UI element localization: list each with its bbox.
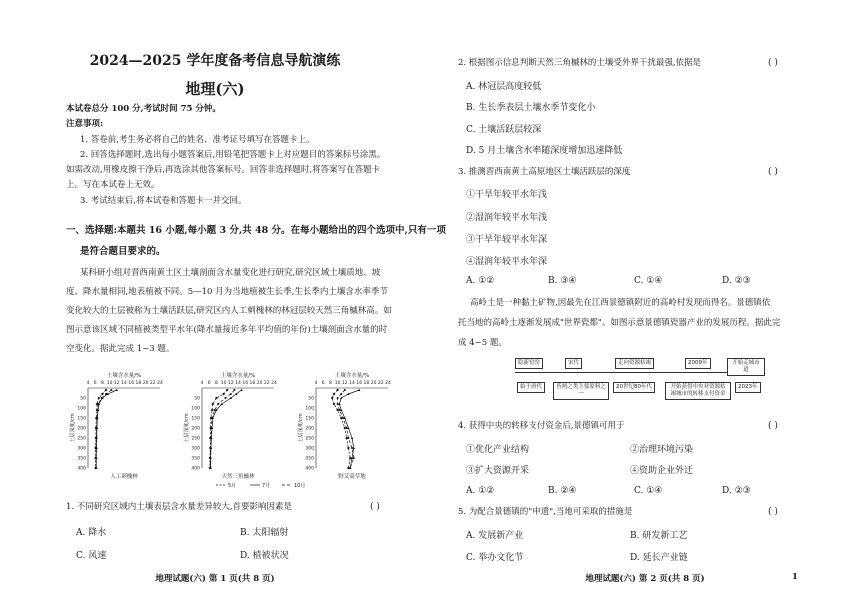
- chart-ytick-2-2: 150: [305, 416, 314, 422]
- q3-statement-2: ②湿润年较平水年浅: [466, 213, 548, 223]
- question-5: 5. 为配合景德镇的"申遗",当地可采取的措施是: [458, 507, 633, 517]
- chart-2-s2-point-7: [347, 437, 349, 439]
- chart-title-2: 野艾蒿草地: [338, 474, 366, 480]
- chart-xtick-1-10: 24: [271, 381, 277, 386]
- chart-ytick-0-0: 50: [80, 396, 86, 402]
- chart-2-s1-point-7: [351, 437, 353, 439]
- chart-0-s2-point-6: [96, 427, 98, 429]
- chart-1-s2-point-6: [210, 427, 212, 429]
- chart-xtick-1-0: 4: [200, 381, 204, 386]
- passage1-line1: 某科研小组对晋西南黄土区土壤剖面含水量变化进行研究,研究区域土壤质地、坡: [80, 268, 381, 278]
- q3-option-c[interactable]: C. ①④: [634, 276, 663, 286]
- chart-1-s0-point-4: [211, 409, 214, 412]
- chart-2-s2-point-2: [337, 397, 339, 399]
- chart-xtick-2-1: 6: [321, 381, 325, 386]
- chart-title-1: 天然三角槭林: [221, 474, 255, 480]
- q4-statement-1: ①优化产业结构: [466, 445, 530, 455]
- chart-0-series-2-line: [96, 390, 111, 468]
- chart-xtick-2-5: 14: [349, 381, 355, 386]
- chart-2-s0-point-2: [331, 397, 334, 400]
- question-1: 1. 不同研究区域内土壤表层含水量差异较大,首要影响因素是: [66, 502, 293, 512]
- question-4-answer-slot[interactable]: ( ): [768, 421, 778, 431]
- chart-1-s2-point-3: [217, 403, 219, 405]
- chart-xtick-1-2: 8: [214, 381, 218, 386]
- chart-xtick-0-10: 24: [157, 381, 163, 386]
- q1-option-c[interactable]: C. 风速: [76, 551, 107, 561]
- passage2-line3: 成 4~5 题。: [458, 338, 507, 348]
- section-one-line2: 是符合题目要求的。: [80, 246, 166, 257]
- chart-xtick-2-0: 4: [314, 381, 318, 386]
- chart-xtick-1-6: 16: [242, 381, 249, 386]
- question-3: 3. 推测晋西南黄土高原地区土壤活跃层的深度: [458, 167, 631, 177]
- q2-option-a[interactable]: A. 林冠层高度较低: [466, 82, 542, 92]
- chart-2-s0-point-8: [347, 447, 350, 450]
- question-5-answer-slot[interactable]: ( ): [768, 507, 778, 517]
- chart-2-s2-point-10: [349, 467, 351, 469]
- chart-xlabel-0: 土壤含水量/%: [106, 373, 142, 379]
- q4-statement-2: ②治理环境污染: [630, 445, 694, 455]
- timeline-bottom-4: 开始获得中央对资源枯竭城市的转移支付资金: [665, 382, 731, 400]
- chart-xtick-1-8: 20: [256, 381, 263, 386]
- page-number: 1: [792, 572, 798, 582]
- passage2-line2: 托当地的高岭土逐渐发展成"世界瓷都"。如图示意景德镇瓷器产业的发展历程。据此完: [458, 318, 781, 328]
- chart-2-s2-point-5: [342, 417, 344, 419]
- chart-xtick-1-5: 14: [235, 381, 241, 386]
- chart-xtick-1-3: 10: [220, 381, 227, 386]
- chart-xtick-2-6: 16: [356, 381, 363, 386]
- passage1-line3: 变化较大的土层被称为土壤活跃层,研究区内人工刺槐林的林冠层较天然三角槭林高。如: [66, 306, 392, 316]
- chart-xtick-0-9: 22: [149, 381, 156, 386]
- chart-1-s2-point-8: [210, 447, 212, 449]
- chart-ytick-2-6: 350: [305, 456, 314, 462]
- chart-xtick-0-1: 6: [93, 381, 97, 386]
- q4-option-a[interactable]: A. ①②: [466, 486, 495, 496]
- chart-ylabel-1: 土层深度/cm: [184, 413, 190, 443]
- score-info: 本试卷总分 100 分,考试时间 75 分钟。: [66, 104, 221, 114]
- chart-1-s2-point-1: [230, 393, 232, 395]
- exam-subject: 地理(六): [185, 80, 245, 98]
- chart-xtick-2-9: 22: [377, 381, 384, 386]
- soil-moisture-charts: [66, 372, 406, 490]
- chart-xlabel-1: 土壤含水量/%: [220, 373, 256, 379]
- q4-statement-3: ③扩大资源开采: [466, 466, 530, 476]
- chart-ylabel-2: 土层深度/cm: [298, 413, 304, 443]
- chart-title-0: 人工刺槐林: [110, 474, 138, 480]
- chart-ytick-1-7: 400: [191, 466, 200, 472]
- chart-1-s2-point-0: [233, 389, 235, 391]
- chart-xtick-1-4: 12: [227, 381, 234, 386]
- notice-2a: 2. 回答选择题时,选出每小题答案后,用铅笔把答题卡上对应题目的答案标号涂黑。: [80, 150, 386, 160]
- chart-xtick-2-8: 20: [370, 381, 377, 386]
- q5-option-c[interactable]: C. 举办文化节: [466, 553, 524, 563]
- chart-ytick-1-2: 150: [191, 416, 200, 422]
- chart-xtick-2-2: 8: [328, 381, 332, 386]
- chart-0-s2-point-10: [95, 467, 97, 469]
- left-footer: 地理试题(六) 第 1 页(共 8 页): [155, 574, 275, 584]
- right-page: [430, 0, 860, 608]
- timeline-top-3: 走向资源枯竭: [615, 358, 654, 369]
- chart-xtick-1-1: 6: [207, 381, 211, 386]
- chart-ytick-1-4: 250: [191, 436, 200, 442]
- chart-ytick-2-4: 250: [305, 436, 314, 442]
- chart-xtick-0-7: 18: [135, 381, 142, 386]
- chart-xtick-0-6: 16: [128, 381, 135, 386]
- q5-option-a[interactable]: A. 发展新产业: [466, 531, 524, 541]
- chart-xtick-0-3: 10: [106, 381, 113, 386]
- question-2: 2. 根据图示信息判断天然三角槭林的土壤受外界干扰最强,依据是: [458, 58, 702, 68]
- q4-option-d[interactable]: D. ②③: [722, 486, 751, 496]
- q1-option-a[interactable]: A. 降水: [76, 528, 107, 538]
- q4-option-b[interactable]: B. ②④: [548, 486, 577, 496]
- q4-statement-4: ④资助企业外迁: [630, 466, 694, 476]
- timeline-bottom-2: 皆两之类主要原料之一: [553, 382, 609, 400]
- timeline-bottom-1: 始于唐代: [517, 382, 545, 393]
- chart-2-s2-point-9: [353, 457, 355, 459]
- chart-ytick-0-7: 400: [77, 466, 86, 472]
- passage1-line5: 空变化。据此完成 1~3 题。: [66, 344, 175, 354]
- q5-option-d[interactable]: D. 延长产业链: [630, 553, 688, 563]
- q4-option-c[interactable]: C. ①④: [634, 486, 663, 496]
- chart-0-s2-point-2: [101, 397, 103, 399]
- chart-2-s2-point-6: [346, 427, 348, 429]
- chart-ytick-2-3: 200: [305, 426, 314, 432]
- passage2-line1: 高岭土是一种黏土矿物,因最先在江西景德镇附近的高岭村发现而得名。景德镇依: [470, 298, 771, 308]
- chart-1-s2-point-9: [209, 457, 211, 459]
- notice-3: 3. 考试结束后,将本试卷和答题卡一并交回。: [80, 196, 247, 206]
- chart-ytick-0-3: 200: [77, 426, 86, 432]
- chart-1-s2-point-10: [209, 467, 211, 469]
- chart-ytick-1-0: 50: [194, 396, 200, 402]
- q3-statement-3: ③干旱年较平水年深: [466, 235, 548, 245]
- chart-xtick-2-3: 10: [334, 381, 341, 386]
- exam-title: 2024—2025 学年度备考信息导航演练: [89, 53, 341, 69]
- timeline-top-2: 宋代: [565, 358, 582, 369]
- chart-xtick-0-0: 4: [86, 381, 90, 386]
- chart-ytick-1-5: 300: [191, 446, 200, 452]
- question-3-answer-slot[interactable]: ( ): [768, 167, 778, 177]
- chart-ytick-0-6: 350: [77, 456, 86, 462]
- chart-xtick-0-2: 8: [100, 381, 104, 386]
- chart-1-s2-point-4: [214, 409, 216, 411]
- chart-ytick-1-3: 200: [191, 426, 200, 432]
- chart-1-s1-point-0: [240, 389, 242, 391]
- chart-1-s2-point-2: [224, 397, 226, 399]
- chart-0-s2-point-3: [97, 403, 99, 405]
- chart-xtick-2-10: 24: [385, 381, 391, 386]
- chart-2-s2-point-0: [344, 389, 346, 391]
- legend-label-2: 10月: [294, 483, 306, 489]
- chart-xtick-0-4: 12: [113, 381, 120, 386]
- chart-2-s0-point-3: [333, 403, 336, 406]
- chart-xtick-1-9: 22: [263, 381, 270, 386]
- chart-ytick-2-1: 100: [305, 406, 314, 412]
- chart-xlabel-2: 土壤含水量/%: [334, 373, 370, 379]
- notice-title: 注意事项:: [66, 119, 104, 129]
- q1-option-d[interactable]: D. 植被状况: [240, 551, 289, 561]
- legend-label-1: 7月: [262, 483, 271, 489]
- passage1-line2: 度、降水量相同,地表植被不同。5—10 月为当地植被生长季,生长季内土壤含水率季节: [66, 287, 388, 297]
- chart-ytick-0-4: 250: [77, 436, 86, 442]
- timeline-top-5: 开始走城市道: [727, 358, 765, 376]
- q2-option-d[interactable]: D. 5 月土壤含水率随深度增加迅速降低: [466, 146, 623, 156]
- chart-1-s2-point-7: [210, 437, 212, 439]
- question-2-answer-slot[interactable]: ( ): [768, 58, 778, 68]
- chart-2-s2-point-3: [337, 403, 339, 405]
- chart-ytick-2-7: 400: [305, 466, 314, 472]
- chart-ytick-0-2: 150: [77, 416, 86, 422]
- chart-2-s1-point-0: [358, 389, 360, 391]
- chart-0-s2-point-7: [95, 437, 97, 439]
- notice-2c: 上。写在本试卷上无效。: [66, 180, 160, 190]
- chart-ylabel-0: 土层深度/cm: [70, 413, 76, 443]
- chart-0-s2-point-8: [95, 447, 97, 449]
- timeline-top-4: 2009年: [685, 358, 711, 369]
- chart-xtick-0-5: 14: [121, 381, 127, 386]
- soil-moisture-svg: [66, 372, 406, 490]
- notice-1: 1. 答卷前,考生务必将自己的姓名、准考证号填写在答题卡上。: [80, 135, 315, 145]
- jingdezhen-timeline: [515, 358, 765, 414]
- chart-0-s0-point-2: [97, 397, 100, 400]
- q1-option-b[interactable]: B. 太阳辐射: [240, 528, 289, 538]
- legend-label-0: 5月: [228, 483, 237, 489]
- chart-ytick-2-0: 50: [308, 396, 314, 402]
- q3-statement-1: ①干旱年较平水年浅: [466, 190, 548, 200]
- q3-statement-4: ④湿润年较平水年深: [466, 257, 548, 267]
- chart-0-s2-point-4: [97, 409, 99, 411]
- chart-1-s2-point-5: [211, 417, 213, 419]
- q5-option-b[interactable]: B. 研发新工艺: [630, 531, 688, 541]
- chart-0-s1-point-0: [116, 389, 118, 391]
- chart-ytick-0-5: 300: [77, 446, 86, 452]
- q3-option-d[interactable]: D. ②③: [722, 276, 751, 286]
- question-4: 4. 获得中央的转移支付资金后,景德镇可用于: [458, 421, 625, 431]
- timeline-bottom-5: 2023年: [735, 382, 761, 393]
- chart-xtick-2-4: 12: [341, 381, 348, 386]
- notice-2b: 如需改动,用橡皮擦干净后,再选涂其他答案标号。回答非选择题时,将答案写在答题卡: [66, 165, 381, 175]
- chart-xtick-2-7: 18: [363, 381, 370, 386]
- chart-0-s2-point-1: [105, 393, 107, 395]
- q2-option-b[interactable]: B. 生长季表层土壤水季节变化小: [466, 103, 596, 113]
- chart-2-s2-point-4: [338, 409, 340, 411]
- chart-ytick-2-5: 300: [305, 446, 314, 452]
- section-one-line1: 一、选择题:本题共 16 小题,每小题 3 分,共 48 分。在每小题给出的四个选项中,只有一项: [66, 225, 446, 236]
- timeline-top-1: 隐新窑窑: [515, 358, 543, 369]
- chart-xtick-0-8: 20: [142, 381, 149, 386]
- chart-xtick-1-7: 18: [249, 381, 256, 386]
- chart-2-s2-point-1: [340, 393, 342, 395]
- chart-0-s2-point-9: [95, 457, 97, 459]
- chart-2-s2-point-8: [351, 447, 353, 449]
- q3-option-a[interactable]: A. ①②: [466, 276, 495, 286]
- chart-0-s2-point-5: [96, 417, 98, 419]
- passage1-line4: 图示意该区域不同植被类型平水年(降水量接近多年平均值的年份)土壤剖面含水量的时: [66, 325, 388, 335]
- chart-1-series-1-line: [211, 390, 242, 468]
- q3-option-b[interactable]: B. ③④: [548, 276, 577, 286]
- q2-option-c[interactable]: C. 土壤活跃层较深: [466, 125, 542, 135]
- chart-ytick-0-1: 100: [77, 406, 86, 412]
- timeline-bottom-3: 20世纪80年代: [613, 382, 655, 393]
- chart-0-s2-point-0: [110, 389, 112, 391]
- right-footer: 地理试题(六) 第 2 页(共 8 页): [585, 574, 705, 584]
- chart-ytick-1-6: 350: [191, 456, 200, 462]
- question-1-answer-slot[interactable]: ( ): [370, 502, 380, 512]
- chart-ytick-1-1: 100: [191, 406, 200, 412]
